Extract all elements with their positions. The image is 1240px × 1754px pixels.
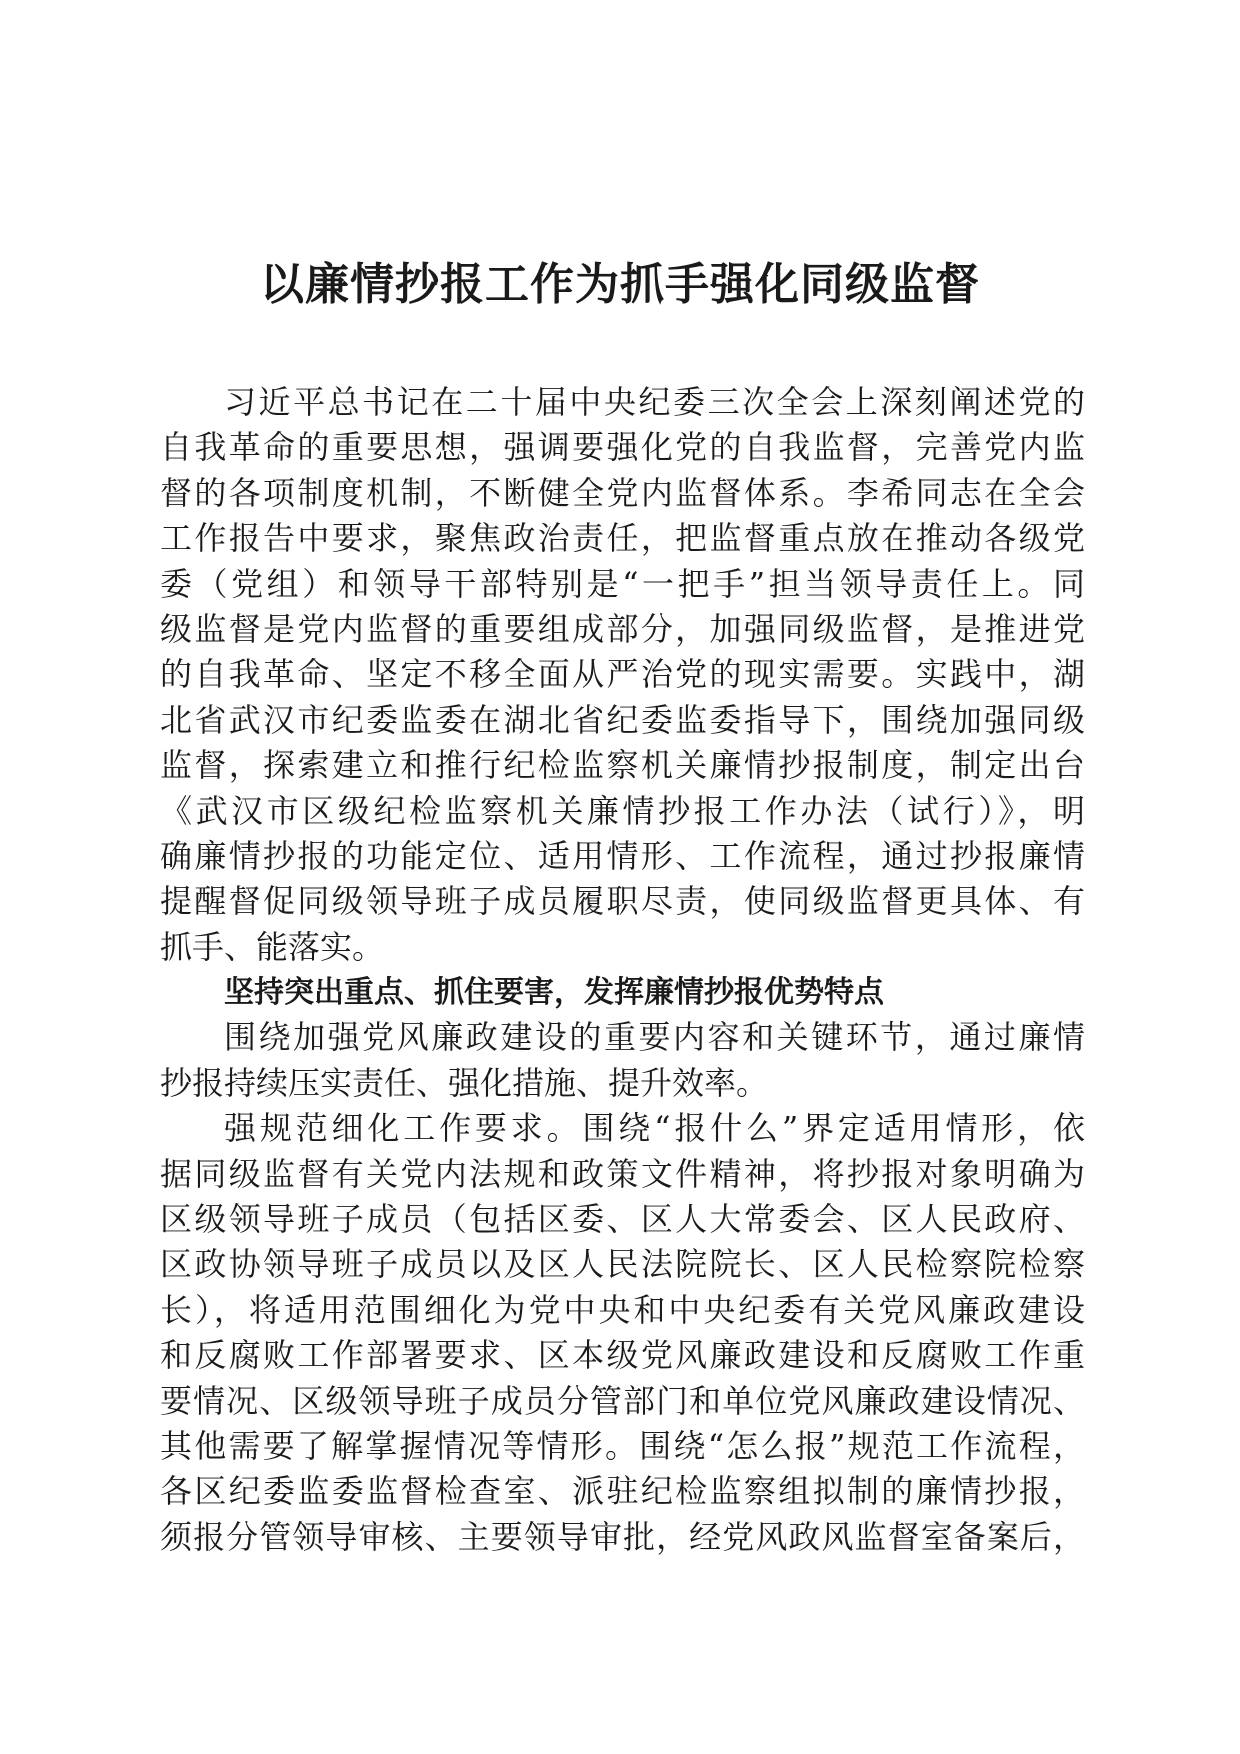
paragraph-line: 自我革命的重要思想，强调要强化党的自我监督，完善党内监 xyxy=(160,428,1085,467)
section-heading: 坚持突出重点、抓住要害，发挥廉情抄报优势特点 xyxy=(224,975,884,1011)
paragraph-line: 须报分管领导审核、主要领导审批，经党风政风监督室备案后， xyxy=(160,1517,1085,1556)
paragraph-line: 长），将适用范围细化为党中央和中央纪委有关党风廉政建设 xyxy=(160,1290,1085,1329)
paragraph-line: 抄报持续压实责任、强化措施、提升效率。 xyxy=(160,1063,769,1102)
paragraph-line: 监督，探索建立和推行纪检监察机关廉情抄报制度，制定出台 xyxy=(160,746,1085,785)
paragraph-line: 围绕加强党风廉政建设的重要内容和关键环节，通过廉情 xyxy=(224,1018,1085,1057)
paragraph-line: 据同级监督有关党内法规和政策文件精神，将抄报对象明确为 xyxy=(160,1154,1085,1193)
paragraph-line: 级监督是党内监督的重要组成部分，加强同级监督，是推进党 xyxy=(160,609,1085,648)
paragraph-line: 督的各项制度机制，不断健全党内监督体系。李希同志在全会 xyxy=(160,473,1085,512)
paragraph-line: 和反腐败工作部署要求、区本级党风廉政建设和反腐败工作重 xyxy=(160,1336,1085,1375)
paragraph-line: 《武汉市区级纪检监察机关廉情抄报工作办法（试行）》，明 xyxy=(160,791,1085,830)
paragraph-line: 确廉情抄报的功能定位、适用情形、工作流程，通过抄报廉情 xyxy=(160,836,1085,875)
paragraph-line: 习近平总书记在二十届中央纪委三次全会上深刻阐述党的 xyxy=(224,383,1085,421)
paragraph-line: 抓手、能落实。 xyxy=(160,927,385,966)
paragraph-line: 区政协领导班子成员以及区人民法院院长、区人民检察院检察 xyxy=(160,1245,1085,1284)
paragraph-line: 委（党组）和领导干部特别是“一把手”担当领导责任上。同 xyxy=(160,564,1085,603)
paragraph-line: 强规范细化工作要求。围绕“报什么”界定适用情形，依 xyxy=(224,1109,1085,1148)
paragraph-line: 区级领导班子成员（包括区委、区人大常委会、区人民政府、 xyxy=(160,1200,1085,1239)
paragraph-line: 各区纪委监委监督检查室、派驻纪检监察组拟制的廉情抄报， xyxy=(160,1472,1085,1511)
paragraph-line: 工作报告中要求，聚焦政治责任，把监督重点放在推动各级党 xyxy=(160,519,1085,558)
paragraph-line: 的自我革命、坚定不移全面从严治党的现实需要。实践中，湖 xyxy=(160,655,1085,694)
document-title: 以廉情抄报工作为抓手强化同级监督 xyxy=(260,259,980,310)
paragraph-line: 提醒督促同级领导班子成员履职尽责，使同级监督更具体、有 xyxy=(160,882,1085,921)
paragraph-line: 北省武汉市纪委监委在湖北省纪委监委指导下，围绕加强同级 xyxy=(160,700,1085,739)
paragraph-line: 要情况、区级领导班子成员分管部门和单位党风廉政建设情况、 xyxy=(160,1381,1085,1420)
paragraph-line: 其他需要了解掌握情况等情形。围绕“怎么报”规范工作流程， xyxy=(160,1426,1085,1465)
document-body xyxy=(160,380,1085,1560)
